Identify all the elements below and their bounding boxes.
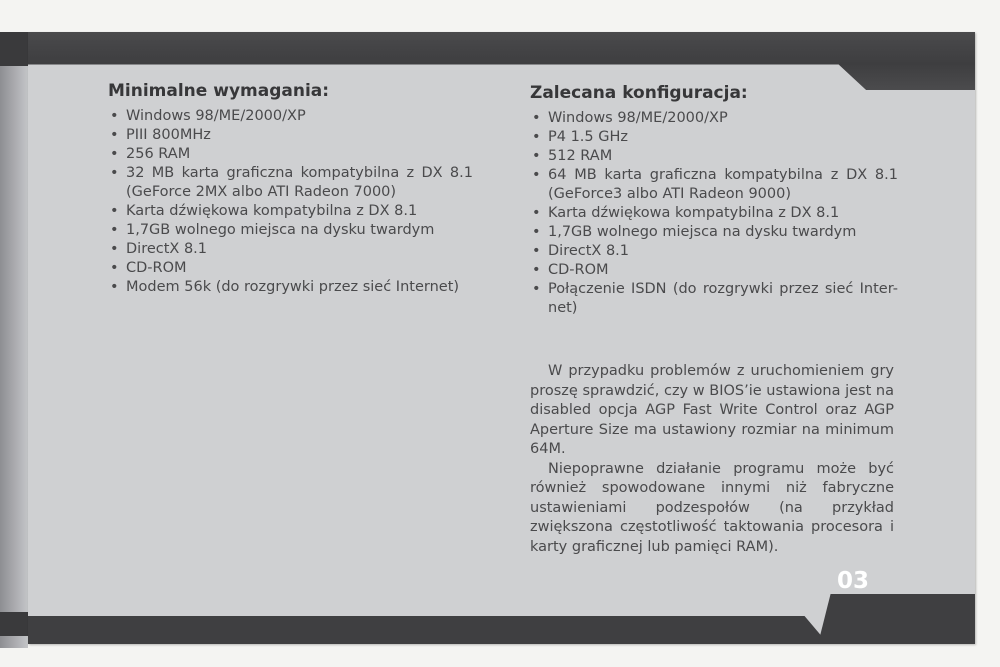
list-item: • CD-ROM <box>530 261 898 280</box>
previous-page-bottom-band <box>0 612 28 636</box>
troubleshooting-note <box>530 362 894 557</box>
list-item: • 1,7GB wolnego miejsca na dysku twardym <box>530 223 898 242</box>
previous-page-edge <box>0 32 28 648</box>
recommended-configuration-heading: Zalecana konfiguracja: <box>530 83 748 103</box>
page-number-tab <box>818 594 975 644</box>
list-item: • Modem 56k (do rozgrywki przez sieć Internet) <box>108 278 473 297</box>
note-paragraph-overclock: Niepoprawne działanie programu może być również spowodowane innymi niż fabryczne ustawieniami podzespołów (na przykład zwiększona częstotliwość taktowania procesora i karty graficznej lub pamięci RAM). <box>530 460 894 555</box>
list-item: • 64 MB karta graficzna kompatybilna z DX 8.1 (GeForce3 albo ATI Radeon 9000) <box>530 166 898 204</box>
list-item: • DirectX 8.1 <box>530 242 898 261</box>
list-item: • CD-ROM <box>108 259 473 278</box>
note-paragraph-bios: W przypadku problemów z uruchomieniem gry proszę sprawdzić, czy w BIOS’ie ustawiona jest na disabled opcja AGP Fast Write Control oraz AGP Aperture Size ma ustawiony rozmiar na minimum 64M. <box>530 363 894 457</box>
recommended-configuration <box>530 84 898 318</box>
list-item: • Windows 98/ME/2000/XP <box>530 109 898 128</box>
minimum-requirements-heading: Minimalne wymagania: <box>108 81 330 101</box>
list-item: • 512 RAM <box>530 147 898 166</box>
list-item: • 32 MB karta graficzna kompatybilna z DX 8.1 (GeForce 2MX albo ATI Radeon 7000) <box>108 164 473 202</box>
recommended-configuration-list <box>530 109 898 318</box>
list-item: • DirectX 8.1 <box>108 240 473 259</box>
list-item: • Karta dźwiękowa kompatybilna z DX 8.1 <box>530 204 898 223</box>
minimum-requirements <box>108 82 473 297</box>
list-item: • Windows 98/ME/2000/XP <box>108 107 473 126</box>
list-item: • 1,7GB wolnego miejsca na dysku twardym <box>108 221 473 240</box>
list-item: • P4 1.5 GHz <box>530 128 898 147</box>
list-item: • 256 RAM <box>108 145 473 164</box>
minimum-requirements-list <box>108 107 473 297</box>
list-item: • PIII 800MHz <box>108 126 473 145</box>
list-item: • Połączenie ISDN (do rozgrywki przez sieć Inter-net) <box>530 280 898 318</box>
list-item: • Karta dźwiękowa kompatybilna z DX 8.1 <box>108 202 473 221</box>
previous-page-top-band <box>0 32 28 66</box>
page-number: 03 <box>836 568 869 594</box>
